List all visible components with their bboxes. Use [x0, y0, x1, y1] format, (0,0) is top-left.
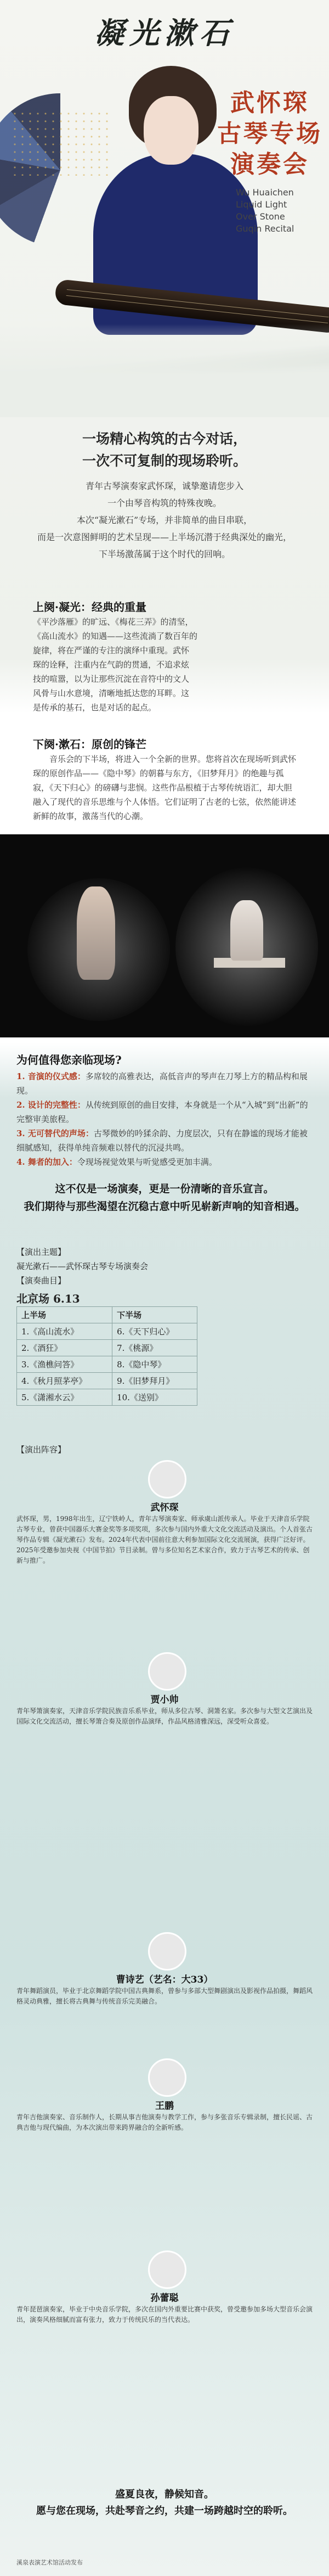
- performer-name: 王鹏: [155, 2101, 174, 2112]
- dancer-figure: [77, 886, 115, 980]
- closing-message: [16, 2487, 313, 2519]
- performance-photo: [0, 834, 329, 1037]
- concert-title: [215, 88, 325, 180]
- intro-line: 而是一次意图鲜明的艺术呈现——上半场沉潜于经典深处的幽光，: [37, 532, 292, 542]
- intro-line: 本次“凝光漱石”专场，并非简单的曲目串联，: [76, 515, 253, 525]
- intro-line: 下半场激荡属于这个时代的回响。: [98, 549, 230, 559]
- part1-line: 《平沙落雁》的旷远、《梅花三弄》的清坚，: [33, 617, 194, 627]
- performer-bio: 青年吉他演奏家、音乐制作人，长期从事吉他演奏与教学工作，参与多张音乐专辑录制，擅长民谣、古典吉他与现代编曲，为本次演出带来跨界融合的全新听感。: [16, 2113, 313, 2131]
- setlist-cell: 5.《潇湘水云》: [17, 1389, 112, 1406]
- performer-name: 孙蕾聪: [150, 2293, 179, 2304]
- english-title: [236, 187, 329, 235]
- setlist-cell: 10.《送别》: [112, 1389, 197, 1406]
- title-line: 武怀琛: [230, 89, 309, 117]
- performer-name: 武怀琛: [150, 1502, 179, 1513]
- avatar: [148, 1932, 186, 1971]
- part1-line: 《高山流水》的知遇——这些流淌了数百年的: [33, 631, 198, 641]
- why-item: [16, 1155, 313, 1169]
- setlist-cell: 2.《酒狂》: [17, 1340, 112, 1356]
- footer-credit: 溪泉表演艺术馆活动发布: [16, 2559, 83, 2566]
- why-item: [16, 1098, 313, 1126]
- why-item: [16, 1126, 313, 1155]
- why-item-text: 令现场视觉效果与听觉感受更加丰满。: [77, 1157, 217, 1167]
- intro-line: 一个由琴音构筑的特殊夜晚。: [107, 498, 222, 508]
- setlist-cell: 4.《秋月照茅亭》: [17, 1373, 112, 1389]
- setlist-cell: 6.《天下归心》: [112, 1323, 197, 1340]
- closing-line: 盛夏良夜，静候知音。: [115, 2489, 214, 2500]
- setlist-header: 下半场: [112, 1307, 197, 1323]
- setlist-row: [17, 1340, 197, 1356]
- setlist-header: 上半场: [17, 1307, 112, 1323]
- setlist-cell: 1.《高山流水》: [17, 1323, 112, 1340]
- title-line: 古琴专场: [217, 120, 322, 148]
- why-item-text: 多席较的高雅表达，高低音声的琴声在刀琴上方的精品构和展现。: [16, 1071, 308, 1096]
- program-label: 【演奏曲目】: [16, 1276, 66, 1286]
- mist-overlay: [0, 324, 329, 417]
- part1-line: 是传承的基石，也是对话的起点。: [33, 703, 157, 712]
- avatar: [148, 1460, 186, 1499]
- lineup-label: 【演出阵容】: [16, 1445, 66, 1455]
- setlist-row: [17, 1389, 197, 1406]
- highlight-statement: [16, 1180, 313, 1215]
- setlist-row: [17, 1356, 197, 1373]
- brush-calligraphy-title: 凝光漱石: [94, 15, 235, 50]
- avatar: [148, 2058, 186, 2097]
- musician-figure: [230, 900, 263, 961]
- setlist-row: [17, 1323, 197, 1340]
- performer-name: 贾小帅: [150, 1694, 179, 1705]
- why-item-text: 古琴微妙的吟猱余韵、力度层次，只有在静谧的现场才能被细腻感知，获得单纯音频难以替代的沉浸共鸣。: [16, 1129, 308, 1153]
- part2-title: 下阕·漱石：原创的锋芒: [33, 738, 146, 751]
- setlist-row: [17, 1373, 197, 1389]
- setlist-cell: 3.《渔樵问答》: [17, 1356, 112, 1373]
- performer-face: [144, 96, 198, 165]
- venue-date: 北京场 6.13: [16, 1292, 80, 1305]
- english-title-line: Wu Huaichen: [236, 187, 294, 198]
- setlist-table: [16, 1306, 197, 1406]
- why-item: [16, 1069, 313, 1098]
- why-title: 为何值得您亲临现场?: [16, 1053, 122, 1067]
- part1-body: [33, 615, 296, 715]
- performer-name: 曹诗艺（艺名：大33）: [116, 1974, 213, 1985]
- avatar: [148, 1652, 186, 1691]
- part1-line: 技的喧嚣，以为让那些沉淀在音符中的文人: [33, 674, 190, 684]
- tagline: [33, 428, 296, 472]
- theme-label: 【演出主题】: [16, 1247, 66, 1257]
- fan-pattern: [11, 110, 110, 176]
- intro-paragraph: [33, 478, 296, 563]
- title-line: 演奏会: [230, 150, 309, 178]
- part1-line: 风骨与山水意境，清晰地抵达您的耳畔。这: [33, 688, 190, 698]
- setlist-header-row: [17, 1307, 197, 1323]
- highlight-line: 这不仅是一场演奏，更是一份清晰的音乐宣言。: [55, 1183, 274, 1195]
- tagline-line: 一场精心构筑的古今对话，: [82, 431, 247, 447]
- why-item-lead: 1. 音演的仪式感：: [16, 1071, 86, 1081]
- english-title-line: Liquid Light: [236, 199, 287, 210]
- why-item-text: 从传统到原创的曲目安排，本身就是一个从“入城”到“出新”的完整审美旅程。: [16, 1100, 308, 1124]
- english-title-line: Over Stone: [236, 211, 285, 222]
- why-item-lead: 4. 舞者的加入：: [16, 1157, 77, 1167]
- part2-body: 音乐会的下半场，将进入一个全新的世界。您将首次在现场听到武怀琛的原创作品——《隐中琴》的朝暮与东方，《旧梦拜月》的绝趣与孤寂，《天下归心》的磅礴与悲悯。这些作品根植于古琴传统语汇，却大胆融入了现代的音乐思维与个人体悟。它们证明了古老的七弦，依然能讲述新鲜的故事，激荡当代的心潮。: [33, 754, 297, 821]
- closing-line: 愿与您在现场，共赴琴音之约，共建一场跨越时空的聆听。: [36, 2505, 293, 2517]
- why-list: [16, 1069, 313, 1169]
- performer-bio: 青年舞蹈演员，毕业于北京舞蹈学院中国古典舞系，曾参与多部大型舞剧演出及影视作品拍摄，舞蹈风格灵动典雅，擅长将古典舞与传统音乐完美融合。: [16, 1987, 313, 2005]
- setlist-cell: 7.《桃源》: [112, 1340, 197, 1356]
- part1-title: 上阕·凝光：经典的重量: [33, 600, 146, 614]
- english-title-line: Guqin Recital: [236, 223, 294, 234]
- part1-line: 琛的诠释，注重内在气韵的贯通，不追求炫: [33, 660, 190, 670]
- tagline-line: 一次不可复制的现场聆听。: [82, 453, 247, 469]
- setlist-cell: 8.《隐中琴》: [112, 1356, 197, 1373]
- part1-line: 旋律，将在严谨的专注的演绎中重现。武怀: [33, 646, 190, 655]
- avatar: [148, 2251, 186, 2289]
- why-item-lead: 3. 无可替代的声场：: [16, 1129, 94, 1138]
- performer-bio: 青年琵琶演奏家，毕业于中央音乐学院，多次在国内外重要比赛中获奖，曾受邀参加多场大型音乐会演出，演奏风格细腻而富有张力，致力于传统民乐的当代表达。: [16, 2305, 313, 2324]
- highlight-line: 我们期待与那些渴望在沉稳古意中听见崭新声响的知音相遇。: [24, 1200, 305, 1213]
- performer-bio: 青年琴箫演奏家，天津音乐学院民族音乐系毕业，师从多位古琴、洞箫名家。多次参与大型文艺演出及国际文化交流活动，擅长琴箫合奏及原创作品演绎，作品风格清雅深远，深受听众喜爱。: [16, 1707, 313, 1725]
- performer-bio: 武怀琛，男，1998年出生，辽宁铁岭人，青年古琴演奏家、师承虞山派传承人。毕业于天津音乐学院古琴专业，曾获中国器乐大赛金奖等多项奖项，多次参与国内外重大文化交流活动及演出。个人首张古琴作品专辑《凝光漱石》发布。2024年代表中国前往意大利参加国际文化交流展演，获得广泛好评。2025年受邀参加央视《中国节拍》节目录制。曾与多位知名艺术家合作，致力于古琴艺术的传承、创新与推广。: [16, 1515, 313, 1564]
- intro-line: 青年古琴演奏家武怀琛，诚挚邀请您步入: [85, 481, 243, 491]
- why-item-lead: 2. 设计的完整性：: [16, 1100, 86, 1110]
- theme-text: 凝光漱石——武怀琛古琴专场演奏会: [16, 1261, 149, 1271]
- setlist-cell: 9.《旧梦拜月》: [112, 1373, 197, 1389]
